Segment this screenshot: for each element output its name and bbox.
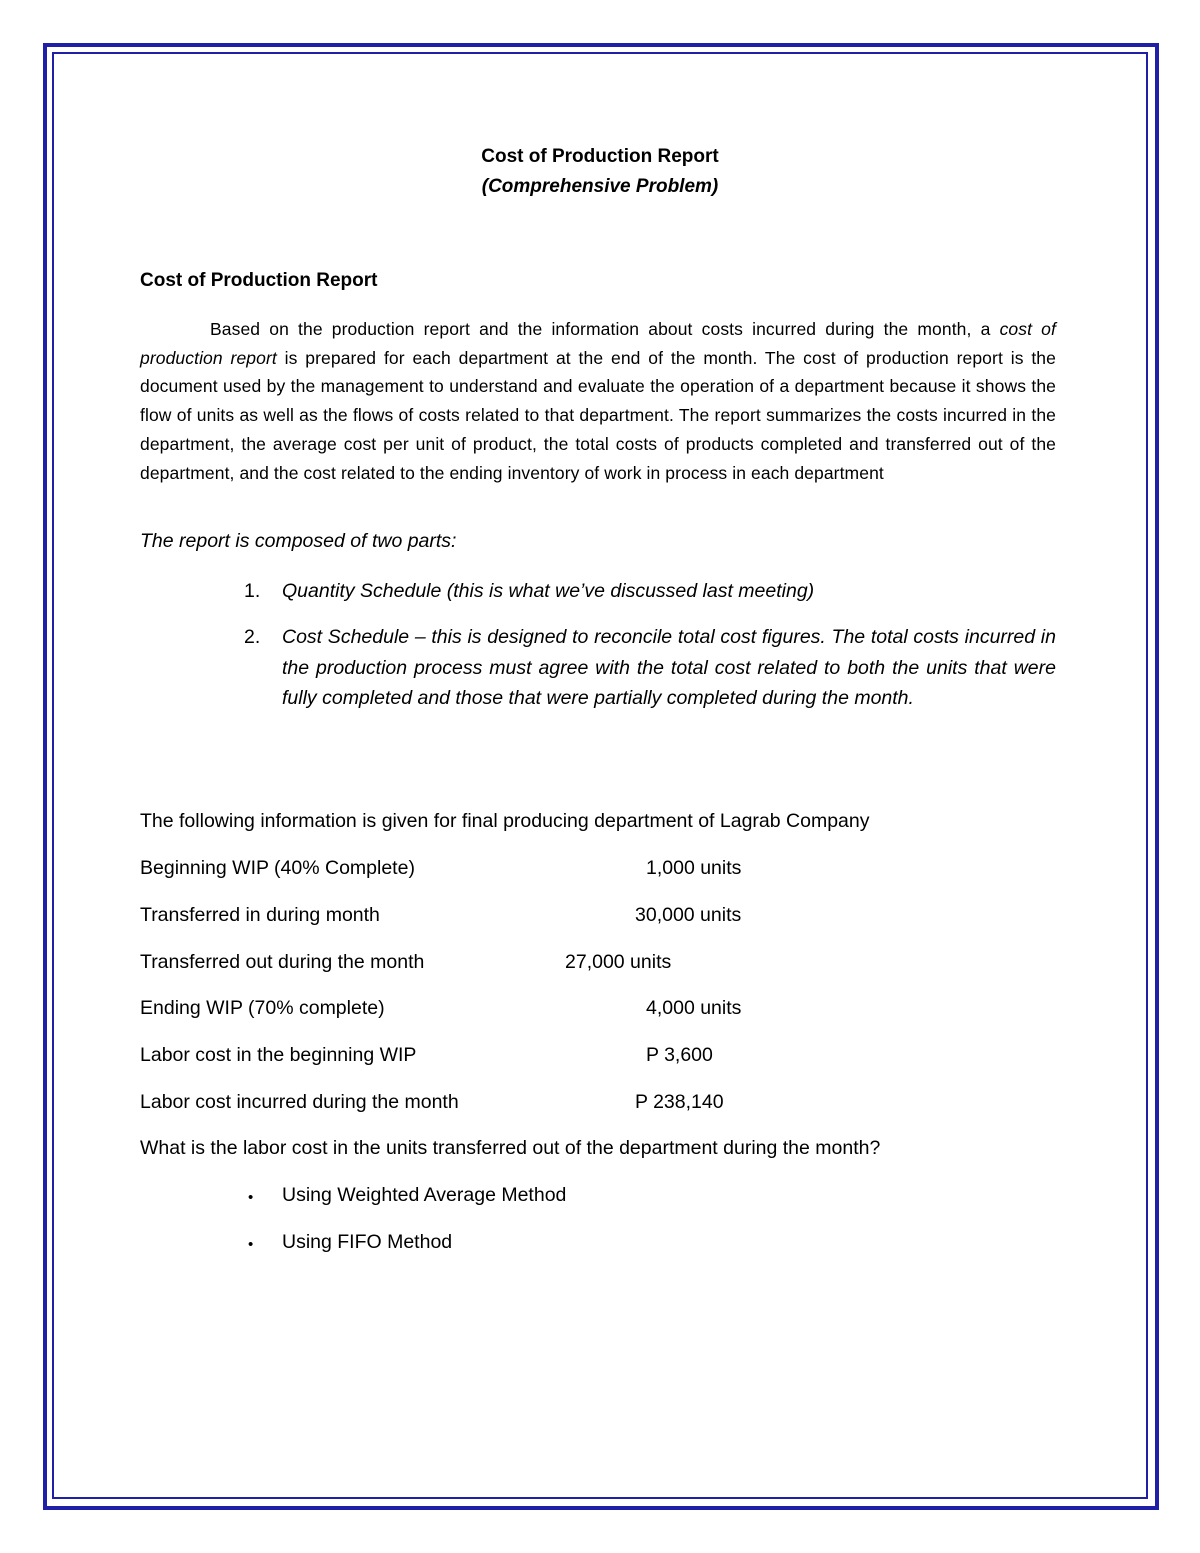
- data-row-label: Labor cost in the beginning WIP: [140, 1044, 417, 1066]
- data-row-value: 1,000 units: [646, 857, 742, 879]
- paragraph-text-start: Based on the production report and the information about costs incurred during the month, a: [210, 319, 1000, 339]
- paragraph-text-rest: is prepared for each department at the end of the month. The cost of production report is the document used by the management to understand and evaluate the operation of a department because it shows the flow of units as well as the flows of costs related to that department. The report summarizes the costs incurred in the department, the average cost per unit of product, the total costs of products completed and transferred out of the department, and the cost related to the ending inventory of work in process in each department: [140, 347, 1056, 483]
- data-row-label: Labor cost incurred during the month: [140, 1091, 459, 1113]
- data-row-label: Ending WIP (70% complete): [140, 997, 385, 1019]
- bullet-text: Using Weighted Average Method: [282, 1184, 567, 1206]
- question-text: What is the labor cost in the units transferred out of the department during the month?: [140, 1137, 881, 1159]
- paragraph-italic-term: cost of production report: [140, 319, 1056, 368]
- given-information-intro: The following information is given for final producing department of Lagrab Company: [140, 810, 870, 832]
- report-parts-intro: The report is composed of two parts:: [140, 530, 457, 552]
- data-row-value: 30,000 units: [635, 904, 742, 926]
- section-heading: Cost of Production Report: [140, 270, 378, 291]
- list-item-text: Quantity Schedule (this is what we’ve discussed last meeting): [282, 580, 815, 602]
- document-title: Cost of Production Report: [481, 146, 719, 167]
- list-item: [244, 622, 1056, 714]
- list-item-text: Cost Schedule – this is designed to reconcile total cost figures. The total costs incurred in the production process must agree with the total cost related to both the units that were fully completed and those that were partially completed during the month.: [282, 626, 1056, 709]
- bullet-dot: •: [248, 1236, 254, 1253]
- list-item-number: 2.: [244, 626, 261, 648]
- data-row-value: P 238,140: [635, 1091, 724, 1113]
- bullet-text: Using FIFO Method: [282, 1231, 453, 1253]
- document-subtitle: (Comprehensive Problem): [481, 176, 719, 197]
- data-row-label: Transferred in during month: [140, 904, 380, 926]
- data-row-value: 27,000 units: [565, 951, 672, 973]
- data-row-value: 4,000 units: [646, 997, 742, 1019]
- bullet-dot: •: [248, 1189, 254, 1206]
- list-item-number: 1.: [244, 580, 261, 602]
- list-item: [244, 576, 1056, 607]
- data-row-label: Transferred out during the month: [140, 951, 425, 973]
- intro-paragraph: [140, 315, 1056, 487]
- data-row-label: Beginning WIP (40% Complete): [140, 857, 415, 879]
- data-row-value: P 3,600: [646, 1044, 713, 1066]
